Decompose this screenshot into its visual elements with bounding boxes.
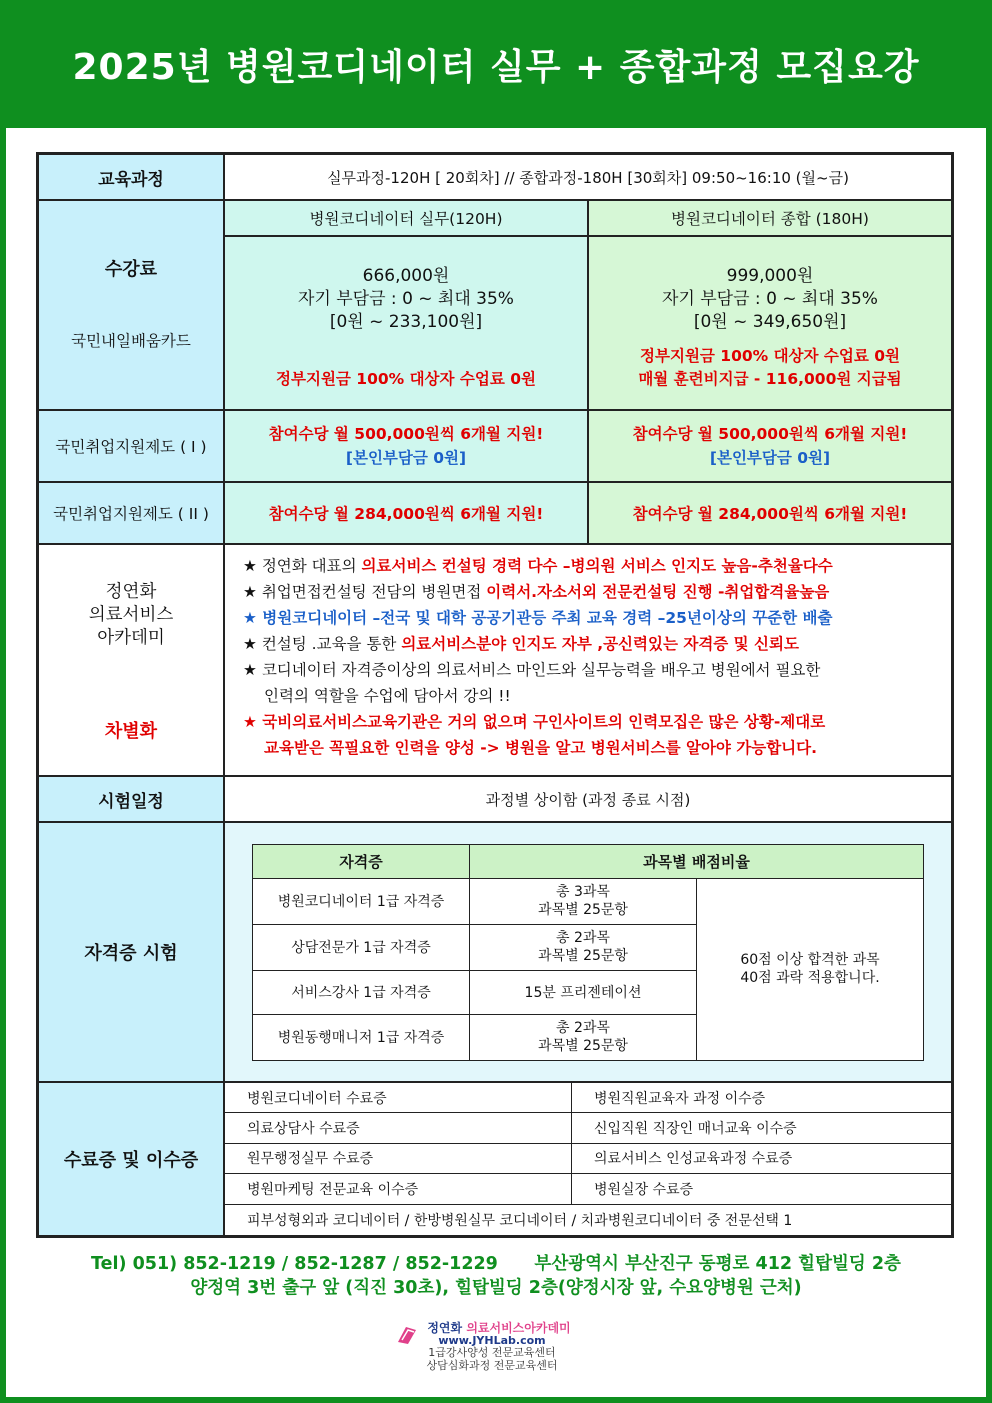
fee-col1-title: 병원코디네이터 실무(120H) [225,201,589,235]
completion-left-1: 병원코디네이터 수료증 [225,1083,572,1113]
fee-body [225,237,951,409]
employ2-col1: 참여수당 월 284,000원씩 6개월 지원! [225,483,589,543]
exam-date-row [39,777,951,823]
academy-bullet-4: ★ 컨설팅 .교육을 통한 의료서비스분야 인지도 자부 ,공신력있는 자격증 및 신뢰도 [243,635,799,653]
logo-name-2: 의료서비스아카데미 [466,1321,571,1335]
academy-label-1: 정연화 [105,582,157,602]
academy-bullets [225,545,951,775]
employ1-col1 [225,411,589,481]
fee-col1 [225,237,589,409]
employ1-col2 [589,411,951,481]
fee-col2-price: 999,000원 [726,266,814,286]
employ2-col2: 참여수당 월 284,000원씩 6개월 지원! [589,483,951,543]
employ1-col2-main: 참여수당 월 500,000원씩 6개월 지원! [632,425,908,443]
employ1-col2-sub: [본인부담금 0원] [709,449,831,467]
fee-row [39,201,951,411]
cert-exam-area [225,823,951,1081]
main-table [36,152,954,1238]
contact-info [0,1252,992,1300]
academy-bullet-6: ★ 국비의료서비스교육기관은 거의 없으며 구인사이트의 인력모집은 많은 상황-제대로 [243,713,826,731]
logo-name-1: 정연화 [427,1321,467,1335]
completion-right-2: 신입직원 직장인 매너교육 이수증 [572,1113,951,1143]
cert-pass-rule: 60점 이상 합격한 과목 40점 과락 적용합니다. [697,878,924,1060]
completion-right-4: 병원실장 수료증 [572,1174,951,1204]
fee-col1-range: [0원 ~ 233,100원] [329,312,483,332]
exam-date-label: 시험일정 [39,777,225,821]
employ1-row [39,411,951,483]
completion-left-2: 의료상담사 수료증 [225,1113,572,1143]
course-value: 실무과정-120H [ 20회차] // 종합과정-180H [30회차] 09:50~16:10 (월~금) [225,155,951,199]
completion-right-3: 의료서비스 인성교육과정 수료증 [572,1144,951,1174]
logo-line-3: 1급강사양성 전문교육센터 [428,1346,556,1359]
academy-label [39,545,225,775]
academy-label-diff: 차별화 [104,721,158,742]
page-title: 2025년 병원코디네이터 실무 + 종합과정 모집요강 [72,46,920,88]
page-header [0,0,992,128]
cert-name-3: 서비스강사 1급 자격증 [253,970,470,1014]
logo-line-4: 상담심화과정 전문교육센터 [426,1358,558,1372]
fee-values [225,201,951,409]
academy-bullet-5: ★ 코디네이터 자격증이상의 의료서비스 마인드와 실무능력을 배우고 병원에서 필요한 [243,661,821,679]
academy-row [39,545,951,777]
ratio-col-header: 과목별 배점비율 [470,844,924,878]
completion-list [225,1083,951,1235]
completion-specialty: 피부성형외과 코디네이터 / 한방병원실무 코디네이터 / 치과병원코디네이터 중 전문선택 1 [247,1212,793,1229]
cert-exam-label: 자격증 시험 [39,823,225,1081]
academy-label-2: 의료서비스 [88,605,174,625]
completion-left-3: 원무행정실무 수료증 [225,1144,572,1174]
course-label: 교육과정 [39,155,225,199]
academy-label-3: 아카데미 [97,628,165,648]
academy-bullet-1: ★ 정연화 대표의 의료서비스 컨설팅 경력 다수 –병의원 서비스 인지도 높음-추천율다수 [243,557,833,575]
fee-header [225,201,951,237]
completion-row [39,1083,951,1235]
fee-col1-selfpay: 자기 부담금 : 0 ~ 최대 35% [298,289,514,309]
cert-name-1: 병원코디네이터 1급 자격증 [253,878,470,924]
academy-bullet-6b: 교육받은 꼭필요한 인력을 양성 -> 병원을 알고 병원서비스를 알아야 가능합니다. [264,739,818,757]
fee-col2-selfpay: 자기 부담금 : 0 ~ 최대 35% [662,289,878,309]
fee-col1-note: 정부지원금 100% 대상자 수업료 0원 [276,370,536,388]
employ1-col1-main: 참여수당 월 500,000원씩 6개월 지원! [268,425,544,443]
cert-ratio-4: 총 2과목 과목별 25문항 [470,1014,697,1060]
fee-col2-note2: 매월 훈련비지급 - 116,000원 지급됨 [638,370,902,388]
fee-label-card: 국민내일배움카드 [71,332,191,350]
employ1-label: 국민취업지원제도 ( I ) [39,411,225,481]
contact-line-1: Tel) 051) 852-1219 / 852-1287 / 852-1229 부산광역시 부산진구 동평로 412 힐탑빌딩 2층 [91,1254,901,1274]
academy-logo [392,1322,592,1378]
employ1-col1-sub: [본인부담금 0원] [345,449,467,467]
exam-date-value: 과정별 상이함 (과정 종료 시점) [225,777,951,821]
contact-line-2: 양정역 3번 출구 앞 (직진 30초), 힐탑빌딩 2층(양정시장 앞, 수요양병원 근처) [190,1278,802,1298]
fee-col2 [589,237,951,409]
employ2-row [39,483,951,545]
completion-left-4: 병원마케팅 전문교육 이수증 [225,1174,572,1204]
employ1-values [225,411,951,481]
academy-bullet-3: ★ 병원코디네이터 –전국 및 대학 공공기관등 주최 교육 경력 –25년이상의 꾸준한 배출 [243,609,833,627]
logo-mark-icon [396,1324,418,1350]
logo-url: www.JYHLab.com [438,1333,546,1347]
fee-col2-note1: 정부지원금 100% 대상자 수업료 0원 [640,347,900,365]
course-row [39,155,951,201]
employ2-label: 국민취업지원제도 ( II ) [39,483,225,543]
cert-ratio-2: 총 2과목 과목별 25문항 [470,924,697,970]
fee-col2-title: 병원코디네이터 종합 (180H) [589,201,951,235]
fee-label-title: 수강료 [104,259,158,280]
academy-bullet-2: ★ 취업면접컨설팅 전담의 병원면접 이력서.자소서외 전문컨설팅 진행 -취업합격율높음 [243,583,830,601]
fee-label [39,201,225,409]
fee-col2-range: [0원 ~ 349,650원] [693,312,847,332]
cert-ratio-1: 총 3과목 과목별 25문항 [470,878,697,924]
cert-name-4: 병원동행매니저 1급 자격증 [253,1014,470,1060]
cert-exam-table [252,844,924,1061]
cert-exam-row [39,823,951,1083]
completion-label: 수료증 및 이수증 [39,1083,225,1235]
completion-right-1: 병원직원교육자 과정 이수증 [572,1083,951,1113]
employ2-values [225,483,951,543]
cert-col-header: 자격증 [253,844,470,878]
academy-bullet-5b: 인력의 역할을 수업에 담아서 강의 !! [264,687,511,705]
cert-name-2: 상담전문가 1급 자격증 [253,924,470,970]
cert-ratio-3: 15분 프리젠테이션 [470,970,697,1014]
fee-col1-price: 666,000원 [362,266,450,286]
